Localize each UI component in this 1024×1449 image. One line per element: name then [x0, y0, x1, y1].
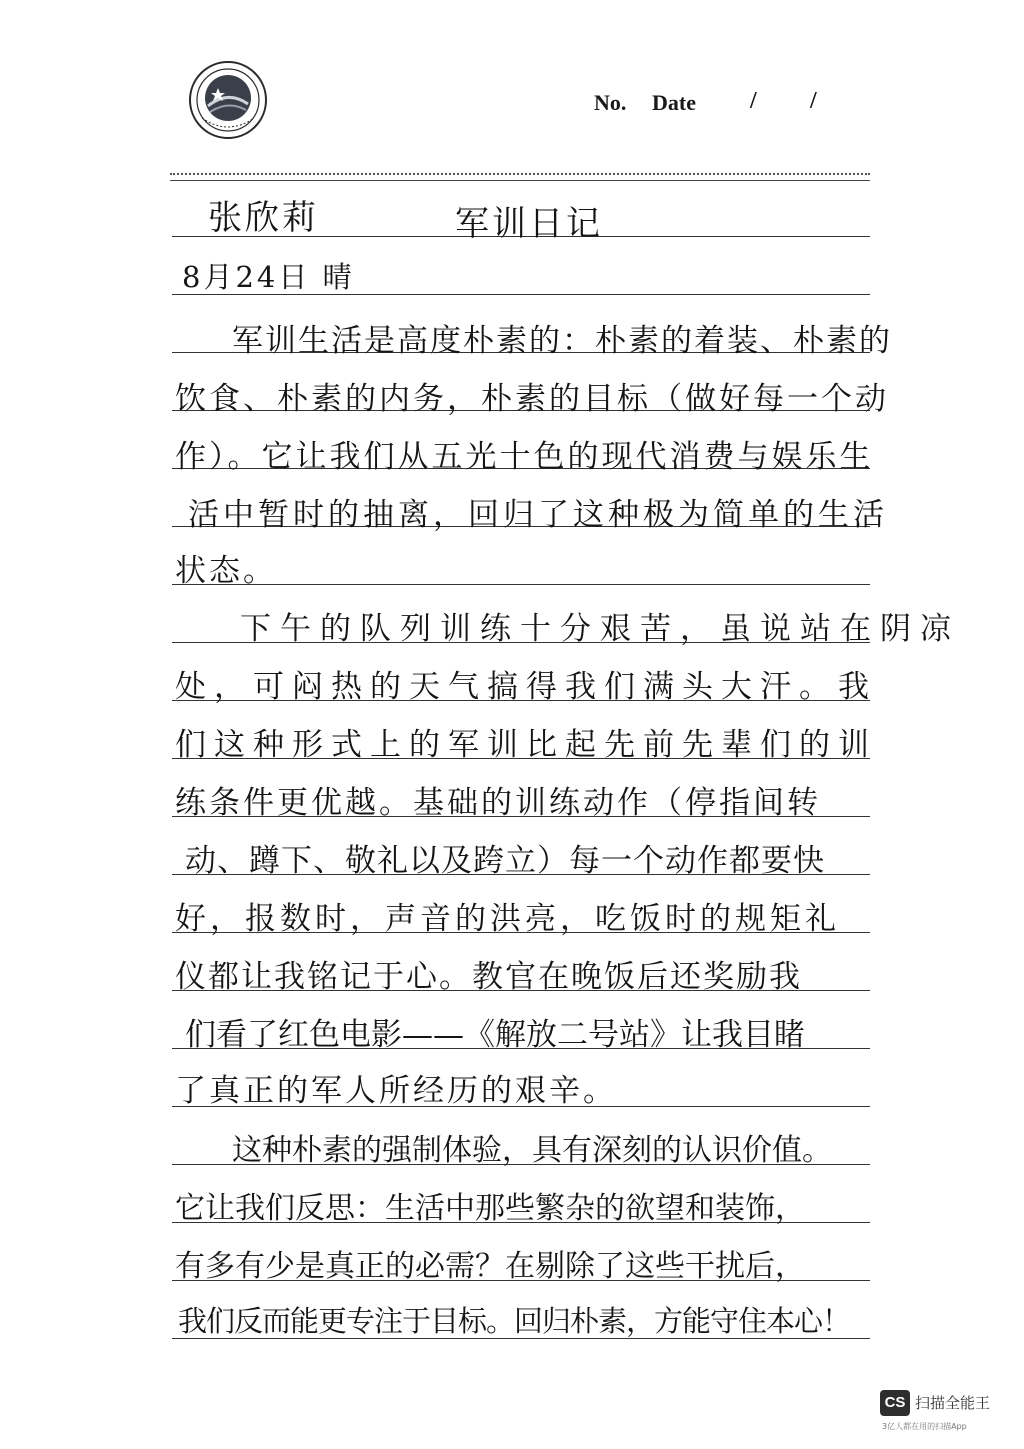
- scanner-tagline: 3亿人都在用的扫描App: [882, 1422, 967, 1431]
- diary-author: 张欣莉: [208, 198, 319, 238]
- cs-logo-icon: CS: [880, 1390, 910, 1416]
- diary-line: 作）。它让我们从五光十色的现代消费与娱乐生: [175, 439, 874, 475]
- diary-line: 练条件更优越。基础的训练动作（停指间转: [175, 785, 821, 821]
- diary-line: 有多有少是真正的必需？在剔除了这些干扰后，: [175, 1249, 805, 1284]
- diary-title: 军训日记: [455, 204, 603, 244]
- diary-line: 活中暂时的抽离，回归了这种极为简单的生活: [188, 497, 888, 533]
- diary-line: 我们反而能更专注于目标。回归朴素，方能守住本心！: [178, 1304, 851, 1338]
- diary-line: 动、蹲下、敬礼以及跨立）每一个动作都要快: [185, 843, 825, 879]
- diary-line: 好，报数时，声音的洪亮，吃饭时的规矩礼: [175, 901, 840, 937]
- diary-line: 它让我们反思：生活中那些繁杂的欲望和装饰，: [175, 1191, 805, 1226]
- header-dotted-divider: [170, 173, 870, 175]
- scanner-watermark: [880, 1390, 1010, 1440]
- header-solid-divider: [170, 180, 870, 181]
- school-seal-icon: [188, 60, 268, 140]
- scanner-app-name: 扫描全能王: [915, 1394, 991, 1412]
- diary-line: 们这种形式上的军训比起先前先辈们的训: [175, 727, 877, 763]
- diary-line: 处，可闷热的天气搞得我们满头大汗。我: [175, 669, 877, 705]
- header-no-label: No.: [594, 90, 627, 115]
- diary-line: 这种朴素的强制体验，具有深刻的认识价值。: [232, 1133, 832, 1168]
- diary-line: 仪都让我铭记于心。教官在晚饭后还奖励我: [175, 959, 802, 995]
- diary-line: 军训生活是高度朴素的：朴素的着装、朴素的: [232, 323, 892, 359]
- header-date-label: Date: [652, 90, 696, 115]
- diary-line: 们看了红色电影——《解放二号站》让我目睹: [185, 1017, 805, 1053]
- diary-line: 饮食、朴素的内务，朴素的目标（做好每一个动: [175, 381, 889, 417]
- diary-line: 状态。: [175, 553, 277, 589]
- diary-line: 下午的队列训练十分艰苦，虽说站在阴凉: [240, 611, 960, 647]
- diary-date: 8月24日 晴: [182, 260, 355, 294]
- header-date-slash: /: [810, 88, 817, 114]
- header-date-slash: /: [750, 88, 757, 114]
- diary-line: 了真正的军人所经历的艰辛。: [175, 1073, 617, 1109]
